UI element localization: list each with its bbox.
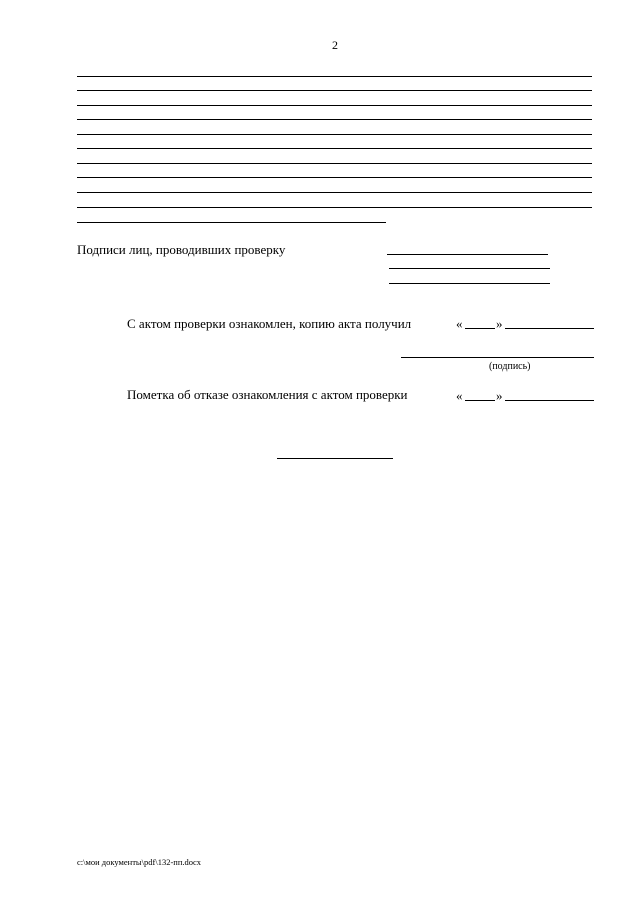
signature-caption: (подпись)	[489, 361, 531, 372]
fill-line[interactable]	[77, 90, 592, 91]
acquainted-label: С актом проверки ознакомлен, копию акта получил	[127, 316, 412, 331]
refusal-quote-open: «	[456, 388, 463, 403]
fill-line[interactable]	[77, 76, 592, 77]
fill-line[interactable]	[77, 192, 592, 193]
fill-line[interactable]	[77, 148, 592, 149]
fill-line[interactable]	[77, 134, 592, 135]
inspector-signature-line[interactable]	[387, 254, 548, 255]
page-number: 2	[332, 38, 338, 52]
inspector-signature-line[interactable]	[389, 283, 550, 284]
inspectors-signature-label: Подписи лиц, проводивших проверку	[77, 242, 286, 257]
refusal-label: Пометка об отказе ознакомления с актом проверки	[127, 387, 408, 402]
fill-line[interactable]	[77, 105, 592, 106]
fill-line[interactable]	[77, 207, 592, 208]
fill-line[interactable]	[77, 119, 592, 120]
acquainted-date	[456, 316, 463, 332]
refusal-quote-close: »	[496, 388, 503, 403]
footer-file-path: c:\мои документы\pdf\132-пп.docx	[77, 857, 202, 867]
fill-line[interactable]	[77, 163, 592, 164]
end-separator	[277, 458, 393, 459]
quote-open: «	[456, 316, 463, 331]
refusal-day-field[interactable]	[465, 400, 495, 401]
quote-close: »	[496, 316, 503, 331]
acquainted-signature-line[interactable]	[401, 357, 594, 358]
fill-line[interactable]	[77, 177, 592, 178]
refusal-month-field[interactable]	[505, 400, 594, 401]
inspector-signature-line[interactable]	[389, 268, 550, 269]
fill-line[interactable]	[77, 222, 386, 223]
acquainted-day-field[interactable]	[465, 328, 495, 329]
acquainted-month-field[interactable]	[505, 328, 594, 329]
